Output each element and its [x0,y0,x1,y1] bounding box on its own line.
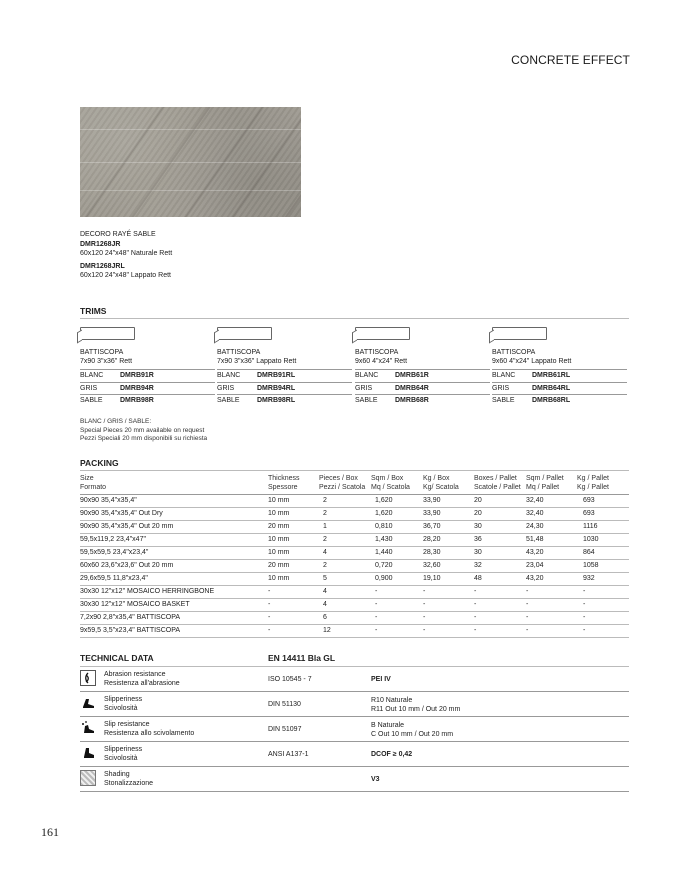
table-cell: - [268,612,319,625]
table-cell: 32,40 [526,508,577,521]
table-cell: 4 [319,586,371,599]
col-header-label: Size [80,475,94,482]
table-cell: 0,810 [371,521,423,534]
page-number: 161 [41,825,59,839]
tech-row-abrasion [80,667,629,692]
col-header [474,474,526,495]
table-cell: 36 [474,534,526,547]
table-cell: 2 [319,534,371,547]
table-cell: - [474,612,526,625]
trim-row [492,382,627,395]
table-cell: 932 [577,573,629,586]
trim-code: DMRB98R [120,397,154,404]
trim-code: DMRB64RL [532,384,571,392]
trim-row [80,394,215,407]
tech-label-en: Slipperiness [104,746,143,753]
col-header-label: Thickness [268,475,300,482]
slip-resistance-icon [80,720,96,736]
trims-title: TRIMS [80,306,107,316]
table-cell: 10 mm [268,495,319,508]
table-cell: 33,90 [423,508,474,521]
trim-code: DMRB94R [120,384,154,392]
trim-row [217,394,352,407]
table-cell: 1030 [577,534,629,547]
table-cell: - [474,599,526,612]
table-cell: 19,10 [423,573,474,586]
table-cell: 4 [319,547,371,560]
table-cell: 28,20 [423,534,474,547]
table-cell: - [577,586,629,599]
trim-size: 7x90 3"x36" Lappato Rett [217,358,297,365]
tech-standard: ISO 10545 - 7 [268,676,312,683]
tech-standard: DIN 51130 [268,701,301,708]
table-cell: 30 [474,521,526,534]
trim-code: DMRB68R [395,397,429,404]
trim-color: GRIS [80,384,98,392]
trim-color: SABLE [355,397,378,404]
table-cell: - [371,625,423,638]
tech-value: V3 [371,776,380,783]
battiscopa-icon [355,327,410,340]
table-cell: 59,5x59,5 23,4"x23,4" [80,547,268,560]
slipperiness-dcof-icon [80,745,96,761]
table-cell: 1,430 [371,534,423,547]
battiscopa-icon [217,327,272,340]
product-code-2: DMR1268JRL [80,262,125,270]
tech-standard: DIN 51097 [268,726,302,733]
col-header-label: Formato [80,483,107,491]
col-header-label: Kg / Pallet [577,483,609,491]
table-cell: 1058 [577,560,629,573]
table-cell: 693 [577,508,629,521]
table-cell: 90x90 35,4"x35,4" Out Dry [80,508,268,521]
tech-value: PEI IV [371,676,391,683]
tech-label-it: Resistenza allo scivolamento [104,729,195,737]
col-header-label: Kg/ Scatola [423,483,459,491]
col-header-label: Scatole / Pallet [474,483,521,491]
product-image [80,107,301,217]
table-cell: 12 [319,625,371,638]
table-cell: 0,900 [371,573,423,586]
table-cell: 24,30 [526,521,577,534]
product-desc-1: 60x120 24"x48" Naturale Rett [80,250,173,257]
note-line: Pezzi Speciali 20 mm disponibili su richiesta [80,435,208,443]
table-row [80,560,629,573]
trim-size: 7x90 3"x36" Rett [80,358,133,365]
trim-row [355,394,490,407]
product-name: DECORO RAYÉ SABLE [80,231,156,238]
table-cell: - [423,612,474,625]
table-cell: 23,04 [526,560,577,573]
table-cell: 2 [319,560,371,573]
trim-column [355,327,490,407]
table-cell: 29,6x59,5 11,8"x23,4" [80,573,268,586]
table-cell: 10 mm [268,534,319,547]
table-cell: 90x90 35,4"x35,4" [80,495,268,508]
trim-size: 9x60 4"x24" Rett [355,358,408,365]
table-cell: 30x30 12"x12" MOSAICO HERRINGBONE [80,586,268,599]
tech-label-it: Stonalizzazione [104,779,154,787]
trim-color: GRIS [217,384,235,392]
table-cell: 5 [319,573,371,586]
tech-row-dcof [80,742,629,767]
col-header-label: Sqm / Box [371,475,404,482]
tech-value: R10 Naturale [371,696,413,704]
packing-title: PACKING [80,458,119,468]
trim-code: DMRB91R [120,372,154,379]
table-cell: 2 [319,508,371,521]
tech-row-slip-resistance [80,717,629,742]
col-header-label: Sqm / Pallet [526,475,564,482]
table-cell: - [371,586,423,599]
shading-icon [80,770,96,786]
table-cell: 1,620 [371,508,423,521]
trim-row [217,369,352,382]
table-row [80,547,629,560]
trim-color: BLANC [355,372,379,379]
table-cell: - [474,586,526,599]
trim-row [80,382,215,395]
table-cell: 33,90 [423,495,474,508]
table-row [80,586,629,599]
abrasion-icon [80,670,96,686]
product-code-1: DMR1268JR [80,240,121,248]
table-cell: 90x90 35,4"x35,4" Out 20 mm [80,521,268,534]
tech-label-en: Shading [104,771,130,778]
col-header-label: Spessore [268,483,298,491]
col-header-label: Kg / Pallet [577,475,609,482]
table-cell: - [474,625,526,638]
table-header-row [80,474,629,495]
table-row [80,625,629,638]
table-cell: 10 mm [268,508,319,521]
table-cell: 1,620 [371,495,423,508]
table-cell: 9x59,5 3,5"x23,4" BATTISCOPA [80,625,268,638]
col-header-label: Boxes / Pallet [474,475,517,482]
table-cell: 864 [577,547,629,560]
trim-color: BLANC [492,372,516,379]
trim-name: BATTISCOPA [217,349,261,356]
trim-name: BATTISCOPA [492,349,536,356]
table-cell: - [526,612,577,625]
slipperiness-icon [80,695,96,711]
col-header [80,474,268,495]
page-title: CONCRETE EFFECT [511,53,630,67]
table-cell: 6 [319,612,371,625]
table-cell: 51,48 [526,534,577,547]
table-cell: 30 [474,547,526,560]
packing-divider [80,470,629,471]
table-cell: - [423,599,474,612]
trim-code: DMRB98RL [257,397,296,404]
trim-name: BATTISCOPA [80,349,124,356]
tech-row-shading [80,767,629,792]
table-row [80,612,629,625]
table-cell: 28,30 [423,547,474,560]
table-cell: 20 mm [268,521,319,534]
table-cell: - [268,625,319,638]
table-cell: 7,2x90 2,8"x35,4" BATTISCOPA [80,612,268,625]
tech-standard: ANSI A137-1 [268,751,309,758]
table-cell: - [371,599,423,612]
tech-label-en: Slip resistance [104,721,150,728]
table-cell: 43,20 [526,573,577,586]
trim-column [217,327,352,407]
table-cell: 59,5x119,2 23,4"x47" [80,534,268,547]
table-cell: 43,20 [526,547,577,560]
table-cell: 10 mm [268,547,319,560]
table-cell: - [526,586,577,599]
table-cell: - [423,625,474,638]
trim-name: BATTISCOPA [355,349,399,356]
col-header [268,474,319,495]
trim-row [80,369,215,382]
trim-code: DMRB94RL [257,384,296,392]
trims-divider [80,318,629,319]
table-cell: 32,60 [423,560,474,573]
trim-row [492,369,627,382]
table-cell: 32 [474,560,526,573]
trim-row [217,382,352,395]
col-header-label: Pieces / Box [319,475,358,482]
trim-column [80,327,215,407]
table-cell: 2 [319,495,371,508]
trim-color: BLANC [217,372,241,379]
tech-label-en: Abrasion resistance [104,671,166,678]
col-header [577,474,629,495]
table-cell: 30x30 12"x12" MOSAICO BASKET [80,599,268,612]
product-desc-2: 60x120 24"x48" Lappato Rett [80,272,171,279]
table-row [80,521,629,534]
trim-size: 9x60 4"x24" Lappato Rett [492,358,572,365]
technical-standard: EN 14411 Bla GL [268,653,336,663]
col-header-label: Mq / Pallet [526,483,560,491]
col-header-label: Kg / Box [423,475,450,482]
technical-title: TECHNICAL DATA [80,653,154,663]
trim-code: DMRB64R [395,384,429,392]
trims-note [80,418,207,444]
trim-code: DMRB91RL [257,372,296,379]
trim-column [492,327,627,407]
table-cell: 1116 [577,521,629,534]
battiscopa-icon [492,327,547,340]
table-cell: - [423,586,474,599]
table-row [80,573,629,586]
tech-value: R11 Out 10 mm / Out 20 mm [371,705,461,713]
trim-color: GRIS [355,384,373,392]
table-cell: 60x60 23,6"x23,6" Out 20 mm [80,560,268,573]
table-cell: - [268,586,319,599]
tech-value: C Out 10 mm / Out 20 mm [371,730,454,738]
trim-code: DMRB61RL [532,372,571,379]
table-cell: 20 [474,508,526,521]
trim-code: DMRB68RL [532,397,571,404]
col-header-label: Pezzi / Scatola [319,483,366,491]
table-cell: - [371,612,423,625]
table-cell: 0,720 [371,560,423,573]
table-row [80,508,629,521]
table-cell: 693 [577,495,629,508]
product-info [80,230,172,281]
col-header [423,474,474,495]
col-header [526,474,577,495]
trim-color: GRIS [492,384,510,392]
trim-row [355,369,490,382]
table-row [80,534,629,547]
tech-label-en: Slipperiness [104,696,143,703]
tech-label-it: Scivolosità [104,754,138,762]
table-row [80,495,629,508]
table-cell: - [577,625,629,638]
table-cell: 1,440 [371,547,423,560]
table-cell: - [268,599,319,612]
table-cell: 20 [474,495,526,508]
table-row [80,599,629,612]
note-line: BLANC / GRIS / SABLE: [80,418,152,425]
trim-code: DMRB61R [395,372,429,379]
table-cell: - [526,599,577,612]
table-cell: 10 mm [268,573,319,586]
table-cell: 20 mm [268,560,319,573]
trim-color: SABLE [492,397,515,404]
table-cell: 32,40 [526,495,577,508]
col-header [371,474,423,495]
trim-color: SABLE [217,397,240,404]
table-cell: 36,70 [423,521,474,534]
col-header-label: Mq / Scatola [371,483,410,491]
col-header [319,474,371,495]
table-cell: 4 [319,599,371,612]
tech-label-it: Resistenza all'abrasione [104,679,180,687]
note-line: Special Pieces 20 mm available on request [80,426,205,434]
packing-table [80,474,629,638]
battiscopa-icon [80,327,135,340]
table-cell: 1 [319,521,371,534]
trim-color: BLANC [80,372,104,379]
tech-row-slipperiness [80,692,629,717]
table-cell: - [577,612,629,625]
table-cell: 48 [474,573,526,586]
table-cell: - [577,599,629,612]
table-cell: - [526,625,577,638]
trim-color: SABLE [80,397,103,404]
tech-value: DCOF ≥ 0,42 [371,751,413,758]
tech-label-it: Scivolosità [104,704,138,712]
tech-value: B Naturale [371,721,405,729]
trim-row [355,382,490,395]
trim-row [492,394,627,407]
